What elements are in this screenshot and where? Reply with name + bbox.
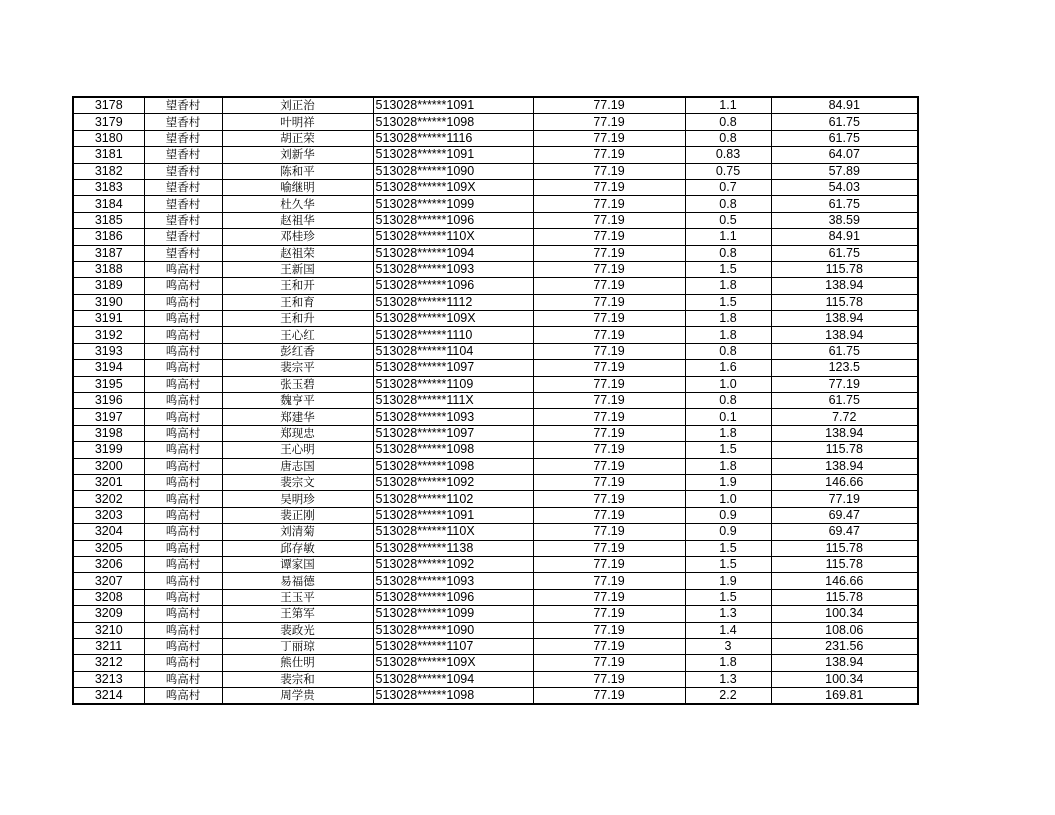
row-number-cell: 3213 <box>73 671 144 687</box>
village-cell: 鸣高村 <box>144 655 222 671</box>
row-number-cell: 3189 <box>73 278 144 294</box>
name-cell: 王心明 <box>222 442 373 458</box>
amount-cell: 61.75 <box>771 196 918 212</box>
name-cell: 刘新华 <box>222 147 373 163</box>
area-cell: 1.3 <box>685 671 771 687</box>
amount-cell: 115.78 <box>771 294 918 310</box>
table-row <box>73 327 918 343</box>
unit-price-cell: 77.19 <box>533 130 685 146</box>
village-cell: 鸣高村 <box>144 638 222 654</box>
name-cell: 邱存敏 <box>222 540 373 556</box>
row-number-cell: 3179 <box>73 114 144 130</box>
table-row <box>73 655 918 671</box>
unit-price-cell: 77.19 <box>533 97 685 114</box>
name-cell: 王和开 <box>222 278 373 294</box>
amount-cell: 100.34 <box>771 606 918 622</box>
row-number-cell: 3199 <box>73 442 144 458</box>
id-number-cell: 513028******109X <box>373 179 533 195</box>
id-number-cell: 513028******1098 <box>373 114 533 130</box>
area-cell: 0.8 <box>685 196 771 212</box>
unit-price-cell: 77.19 <box>533 622 685 638</box>
row-number-cell: 3192 <box>73 327 144 343</box>
name-cell: 彭红香 <box>222 343 373 359</box>
row-number-cell: 3196 <box>73 393 144 409</box>
unit-price-cell: 77.19 <box>533 556 685 572</box>
unit-price-cell: 77.19 <box>533 540 685 556</box>
unit-price-cell: 77.19 <box>533 491 685 507</box>
area-cell: 1.8 <box>685 311 771 327</box>
id-number-cell: 513028******1112 <box>373 294 533 310</box>
unit-price-cell: 77.19 <box>533 163 685 179</box>
unit-price-cell: 77.19 <box>533 589 685 605</box>
amount-cell: 38.59 <box>771 212 918 228</box>
id-number-cell: 513028******109X <box>373 655 533 671</box>
village-cell: 鸣高村 <box>144 311 222 327</box>
table-row <box>73 622 918 638</box>
amount-cell: 69.47 <box>771 524 918 540</box>
area-cell: 0.8 <box>685 114 771 130</box>
table-row <box>73 474 918 490</box>
village-cell: 望香村 <box>144 179 222 195</box>
unit-price-cell: 77.19 <box>533 442 685 458</box>
area-cell: 0.7 <box>685 179 771 195</box>
name-cell: 赵祖华 <box>222 212 373 228</box>
name-cell: 赵祖荣 <box>222 245 373 261</box>
id-number-cell: 513028******1093 <box>373 409 533 425</box>
name-cell: 吴明珍 <box>222 491 373 507</box>
name-cell: 裴宗和 <box>222 671 373 687</box>
area-cell: 3 <box>685 638 771 654</box>
area-cell: 0.9 <box>685 524 771 540</box>
id-number-cell: 513028******1096 <box>373 212 533 228</box>
village-cell: 鸣高村 <box>144 294 222 310</box>
unit-price-cell: 77.19 <box>533 376 685 392</box>
table-row <box>73 458 918 474</box>
table-row <box>73 311 918 327</box>
table-row <box>73 524 918 540</box>
area-cell: 1.1 <box>685 229 771 245</box>
amount-cell: 146.66 <box>771 573 918 589</box>
village-cell: 望香村 <box>144 130 222 146</box>
row-number-cell: 3212 <box>73 655 144 671</box>
table-row <box>73 393 918 409</box>
village-cell: 鸣高村 <box>144 425 222 441</box>
area-cell: 1.6 <box>685 360 771 376</box>
name-cell: 裴正刚 <box>222 507 373 523</box>
name-cell: 谭家国 <box>222 556 373 572</box>
village-cell: 鸣高村 <box>144 524 222 540</box>
amount-cell: 169.81 <box>771 688 918 705</box>
amount-cell: 138.94 <box>771 327 918 343</box>
row-number-cell: 3194 <box>73 360 144 376</box>
area-cell: 0.5 <box>685 212 771 228</box>
row-number-cell: 3211 <box>73 638 144 654</box>
village-cell: 鸣高村 <box>144 458 222 474</box>
area-cell: 1.0 <box>685 376 771 392</box>
village-cell: 望香村 <box>144 212 222 228</box>
id-number-cell: 513028******1102 <box>373 491 533 507</box>
row-number-cell: 3209 <box>73 606 144 622</box>
name-cell: 郑现忠 <box>222 425 373 441</box>
name-cell: 陈和平 <box>222 163 373 179</box>
id-number-cell: 513028******1097 <box>373 425 533 441</box>
row-number-cell: 3203 <box>73 507 144 523</box>
amount-cell: 138.94 <box>771 655 918 671</box>
table-row <box>73 196 918 212</box>
village-cell: 望香村 <box>144 196 222 212</box>
amount-cell: 146.66 <box>771 474 918 490</box>
unit-price-cell: 77.19 <box>533 458 685 474</box>
village-cell: 望香村 <box>144 229 222 245</box>
table-row <box>73 556 918 572</box>
id-number-cell: 513028******110X <box>373 524 533 540</box>
unit-price-cell: 77.19 <box>533 261 685 277</box>
village-cell: 鸣高村 <box>144 409 222 425</box>
id-number-cell: 513028******1092 <box>373 556 533 572</box>
amount-cell: 54.03 <box>771 179 918 195</box>
id-number-cell: 513028******1138 <box>373 540 533 556</box>
table-row <box>73 147 918 163</box>
id-number-cell: 513028******1091 <box>373 147 533 163</box>
village-cell: 鸣高村 <box>144 671 222 687</box>
id-number-cell: 513028******1092 <box>373 474 533 490</box>
table-row <box>73 638 918 654</box>
name-cell: 王和升 <box>222 311 373 327</box>
village-cell: 鸣高村 <box>144 622 222 638</box>
table-row <box>73 163 918 179</box>
name-cell: 刘清菊 <box>222 524 373 540</box>
area-cell: 0.1 <box>685 409 771 425</box>
amount-cell: 61.75 <box>771 393 918 409</box>
name-cell: 易福德 <box>222 573 373 589</box>
amount-cell: 84.91 <box>771 97 918 114</box>
name-cell: 喻继明 <box>222 179 373 195</box>
id-number-cell: 513028******1110 <box>373 327 533 343</box>
row-number-cell: 3204 <box>73 524 144 540</box>
area-cell: 0.8 <box>685 393 771 409</box>
area-cell: 1.5 <box>685 589 771 605</box>
area-cell: 0.8 <box>685 130 771 146</box>
id-number-cell: 513028******1094 <box>373 245 533 261</box>
village-cell: 鸣高村 <box>144 507 222 523</box>
id-number-cell: 513028******1090 <box>373 163 533 179</box>
table-row <box>73 507 918 523</box>
village-cell: 望香村 <box>144 114 222 130</box>
table-row <box>73 573 918 589</box>
amount-cell: 108.06 <box>771 622 918 638</box>
village-cell: 鸣高村 <box>144 474 222 490</box>
amount-cell: 61.75 <box>771 130 918 146</box>
name-cell: 刘正治 <box>222 97 373 114</box>
village-cell: 望香村 <box>144 163 222 179</box>
table-row <box>73 688 918 705</box>
unit-price-cell: 77.19 <box>533 507 685 523</box>
table-row <box>73 376 918 392</box>
village-cell: 鸣高村 <box>144 556 222 572</box>
village-cell: 鸣高村 <box>144 376 222 392</box>
name-cell: 丁丽琼 <box>222 638 373 654</box>
table-row <box>73 360 918 376</box>
amount-cell: 115.78 <box>771 589 918 605</box>
unit-price-cell: 77.19 <box>533 606 685 622</box>
name-cell: 魏亨平 <box>222 393 373 409</box>
amount-cell: 7.72 <box>771 409 918 425</box>
area-cell: 0.83 <box>685 147 771 163</box>
row-number-cell: 3197 <box>73 409 144 425</box>
amount-cell: 138.94 <box>771 278 918 294</box>
unit-price-cell: 77.19 <box>533 196 685 212</box>
name-cell: 王和育 <box>222 294 373 310</box>
unit-price-cell: 77.19 <box>533 638 685 654</box>
row-number-cell: 3206 <box>73 556 144 572</box>
row-number-cell: 3191 <box>73 311 144 327</box>
area-cell: 1.5 <box>685 294 771 310</box>
area-cell: 2.2 <box>685 688 771 705</box>
amount-cell: 115.78 <box>771 556 918 572</box>
village-cell: 鸣高村 <box>144 261 222 277</box>
amount-cell: 138.94 <box>771 425 918 441</box>
area-cell: 0.75 <box>685 163 771 179</box>
village-cell: 鸣高村 <box>144 540 222 556</box>
unit-price-cell: 77.19 <box>533 524 685 540</box>
amount-cell: 115.78 <box>771 261 918 277</box>
unit-price-cell: 77.19 <box>533 671 685 687</box>
id-number-cell: 513028******1098 <box>373 442 533 458</box>
area-cell: 1.8 <box>685 425 771 441</box>
amount-cell: 61.75 <box>771 245 918 261</box>
table-row <box>73 245 918 261</box>
village-cell: 鸣高村 <box>144 327 222 343</box>
village-cell: 鸣高村 <box>144 491 222 507</box>
row-number-cell: 3180 <box>73 130 144 146</box>
name-cell: 唐志国 <box>222 458 373 474</box>
village-cell: 鸣高村 <box>144 393 222 409</box>
unit-price-cell: 77.19 <box>533 179 685 195</box>
village-cell: 望香村 <box>144 147 222 163</box>
area-cell: 1.5 <box>685 442 771 458</box>
unit-price-cell: 77.19 <box>533 147 685 163</box>
id-number-cell: 513028******1094 <box>373 671 533 687</box>
name-cell: 王心红 <box>222 327 373 343</box>
row-number-cell: 3193 <box>73 343 144 359</box>
unit-price-cell: 77.19 <box>533 573 685 589</box>
name-cell: 杜久华 <box>222 196 373 212</box>
row-number-cell: 3182 <box>73 163 144 179</box>
table-row <box>73 425 918 441</box>
data-table <box>72 96 919 705</box>
area-cell: 1.8 <box>685 278 771 294</box>
area-cell: 0.8 <box>685 343 771 359</box>
table-body <box>73 97 918 704</box>
id-number-cell: 513028******1096 <box>373 589 533 605</box>
row-number-cell: 3183 <box>73 179 144 195</box>
unit-price-cell: 77.19 <box>533 212 685 228</box>
row-number-cell: 3184 <box>73 196 144 212</box>
unit-price-cell: 77.19 <box>533 474 685 490</box>
unit-price-cell: 77.19 <box>533 278 685 294</box>
area-cell: 1.4 <box>685 622 771 638</box>
unit-price-cell: 77.19 <box>533 655 685 671</box>
row-number-cell: 3207 <box>73 573 144 589</box>
area-cell: 1.0 <box>685 491 771 507</box>
table-row <box>73 409 918 425</box>
unit-price-cell: 77.19 <box>533 688 685 705</box>
row-number-cell: 3181 <box>73 147 144 163</box>
table-row <box>73 671 918 687</box>
amount-cell: 115.78 <box>771 442 918 458</box>
table-row <box>73 442 918 458</box>
unit-price-cell: 77.19 <box>533 343 685 359</box>
amount-cell: 64.07 <box>771 147 918 163</box>
id-number-cell: 513028******109X <box>373 311 533 327</box>
area-cell: 1.8 <box>685 458 771 474</box>
id-number-cell: 513028******1116 <box>373 130 533 146</box>
table-row <box>73 97 918 114</box>
id-number-cell: 513028******111X <box>373 393 533 409</box>
village-cell: 鸣高村 <box>144 573 222 589</box>
row-number-cell: 3202 <box>73 491 144 507</box>
name-cell: 叶明祥 <box>222 114 373 130</box>
table-row <box>73 261 918 277</box>
unit-price-cell: 77.19 <box>533 294 685 310</box>
row-number-cell: 3190 <box>73 294 144 310</box>
name-cell: 王第军 <box>222 606 373 622</box>
area-cell: 1.5 <box>685 261 771 277</box>
table-row <box>73 589 918 605</box>
village-cell: 鸣高村 <box>144 606 222 622</box>
row-number-cell: 3187 <box>73 245 144 261</box>
amount-cell: 138.94 <box>771 311 918 327</box>
area-cell: 1.3 <box>685 606 771 622</box>
area-cell: 1.9 <box>685 474 771 490</box>
unit-price-cell: 77.19 <box>533 393 685 409</box>
row-number-cell: 3188 <box>73 261 144 277</box>
amount-cell: 77.19 <box>771 376 918 392</box>
area-cell: 1.9 <box>685 573 771 589</box>
village-cell: 望香村 <box>144 245 222 261</box>
name-cell: 裴政光 <box>222 622 373 638</box>
village-cell: 鸣高村 <box>144 688 222 705</box>
table-row <box>73 294 918 310</box>
table-row <box>73 540 918 556</box>
area-cell: 1.8 <box>685 327 771 343</box>
area-cell: 1.5 <box>685 556 771 572</box>
id-number-cell: 513028******1096 <box>373 278 533 294</box>
village-cell: 鸣高村 <box>144 343 222 359</box>
unit-price-cell: 77.19 <box>533 245 685 261</box>
amount-cell: 77.19 <box>771 491 918 507</box>
table-row <box>73 343 918 359</box>
table-row <box>73 114 918 130</box>
unit-price-cell: 77.19 <box>533 360 685 376</box>
amount-cell: 123.5 <box>771 360 918 376</box>
village-cell: 望香村 <box>144 97 222 114</box>
amount-cell: 138.94 <box>771 458 918 474</box>
name-cell: 裴宗平 <box>222 360 373 376</box>
amount-cell: 100.34 <box>771 671 918 687</box>
unit-price-cell: 77.19 <box>533 327 685 343</box>
village-cell: 鸣高村 <box>144 360 222 376</box>
area-cell: 0.9 <box>685 507 771 523</box>
row-number-cell: 3210 <box>73 622 144 638</box>
amount-cell: 61.75 <box>771 114 918 130</box>
row-number-cell: 3185 <box>73 212 144 228</box>
unit-price-cell: 77.19 <box>533 311 685 327</box>
id-number-cell: 513028******1097 <box>373 360 533 376</box>
row-number-cell: 3198 <box>73 425 144 441</box>
village-cell: 鸣高村 <box>144 589 222 605</box>
amount-cell: 61.75 <box>771 343 918 359</box>
village-cell: 鸣高村 <box>144 278 222 294</box>
unit-price-cell: 77.19 <box>533 409 685 425</box>
table-row <box>73 278 918 294</box>
table-row <box>73 606 918 622</box>
name-cell: 胡正荣 <box>222 130 373 146</box>
name-cell: 熊仕明 <box>222 655 373 671</box>
id-number-cell: 513028******1093 <box>373 573 533 589</box>
row-number-cell: 3195 <box>73 376 144 392</box>
name-cell: 周学贵 <box>222 688 373 705</box>
id-number-cell: 513028******110X <box>373 229 533 245</box>
id-number-cell: 513028******1109 <box>373 376 533 392</box>
name-cell: 郑建华 <box>222 409 373 425</box>
id-number-cell: 513028******1098 <box>373 688 533 705</box>
table-row <box>73 179 918 195</box>
row-number-cell: 3205 <box>73 540 144 556</box>
amount-cell: 84.91 <box>771 229 918 245</box>
row-number-cell: 3178 <box>73 97 144 114</box>
name-cell: 王玉平 <box>222 589 373 605</box>
unit-price-cell: 77.19 <box>533 229 685 245</box>
area-cell: 1.1 <box>685 97 771 114</box>
amount-cell: 57.89 <box>771 163 918 179</box>
id-number-cell: 513028******1091 <box>373 97 533 114</box>
unit-price-cell: 77.19 <box>533 114 685 130</box>
table-row <box>73 212 918 228</box>
row-number-cell: 3200 <box>73 458 144 474</box>
id-number-cell: 513028******1091 <box>373 507 533 523</box>
table-row <box>73 130 918 146</box>
name-cell: 张玉碧 <box>222 376 373 392</box>
row-number-cell: 3214 <box>73 688 144 705</box>
id-number-cell: 513028******1099 <box>373 606 533 622</box>
table-row <box>73 491 918 507</box>
area-cell: 0.8 <box>685 245 771 261</box>
area-cell: 1.5 <box>685 540 771 556</box>
name-cell: 邓桂珍 <box>222 229 373 245</box>
row-number-cell: 3208 <box>73 589 144 605</box>
row-number-cell: 3201 <box>73 474 144 490</box>
id-number-cell: 513028******1098 <box>373 458 533 474</box>
amount-cell: 69.47 <box>771 507 918 523</box>
amount-cell: 115.78 <box>771 540 918 556</box>
amount-cell: 231.56 <box>771 638 918 654</box>
village-cell: 鸣高村 <box>144 442 222 458</box>
id-number-cell: 513028******1099 <box>373 196 533 212</box>
table-row <box>73 229 918 245</box>
row-number-cell: 3186 <box>73 229 144 245</box>
name-cell: 王新国 <box>222 261 373 277</box>
id-number-cell: 513028******1104 <box>373 343 533 359</box>
name-cell: 裴宗文 <box>222 474 373 490</box>
unit-price-cell: 77.19 <box>533 425 685 441</box>
area-cell: 1.8 <box>685 655 771 671</box>
id-number-cell: 513028******1093 <box>373 261 533 277</box>
id-number-cell: 513028******1107 <box>373 638 533 654</box>
id-number-cell: 513028******1090 <box>373 622 533 638</box>
